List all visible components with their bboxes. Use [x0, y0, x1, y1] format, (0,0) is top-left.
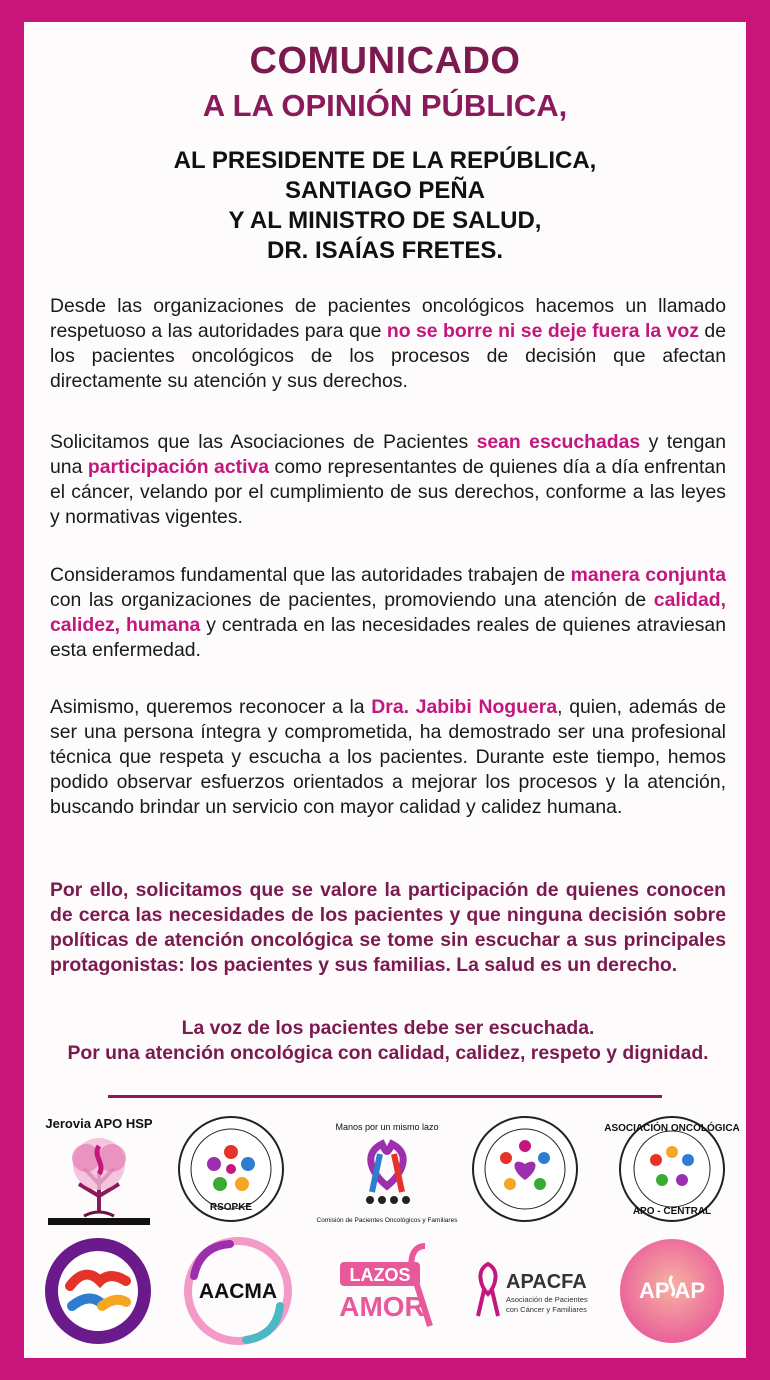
text-run: Asimismo, queremos reconocer a la: [50, 696, 372, 718]
highlight-run: no se borre ni se deje fuera la voz: [386, 320, 699, 342]
rsopke-name: RSOPKE: [209, 1202, 253, 1213]
text-run: , quien, además de ser una persona íntegra y comprometida, ha demostrado ser una profesional técnica que respeta y escucha a los pacientes. Durante este tiempo, hemos podido observar esfuerzos orientados a mejorar los procesos y la atención, buscando brindar un servicio con mayor calidad y calidez humana.: [50, 696, 726, 818]
highlight-run: calidad, calidez, humana: [50, 589, 726, 636]
text-run: con las organizaciones de pacientes, promoviendo una atención de: [50, 589, 654, 611]
apap-name: AP AP: [638, 1278, 706, 1303]
addressees-block: [0, 146, 770, 266]
apo-central-arc: ASOCIACIÓN ONCOLÓGICA: [604, 1123, 740, 1134]
text-run: Desde las organizaciones de pacientes oncológicos hacemos un llamado respetuoso a las autoridades para que: [50, 295, 726, 342]
closing-line-2: Por una atención oncológica con calidad, calidez, respeto y dignidad.: [67, 1042, 709, 1064]
apap-logo: [614, 1236, 730, 1346]
jerovia-logo: [34, 1112, 164, 1230]
highlight-run: participación activa: [87, 456, 270, 478]
highlight-run: sean escuchadas: [476, 431, 641, 453]
addressee-line: SANTIAGO PEÑA: [284, 177, 485, 204]
divider: [108, 1095, 662, 1098]
paragraph-3: [50, 563, 726, 663]
addressee-line: AL PRESIDENTE DE LA REPÚBLICA,: [173, 147, 597, 174]
paragraph-1: [50, 294, 726, 394]
aacma-name: AACMA: [198, 1280, 278, 1303]
apo-central-name: APO - CENTRAL: [632, 1206, 712, 1217]
text-run: y centrada en las necesidades reales de quienes atraviesan esta enfermedad.: [50, 614, 726, 661]
manos-caption: Comisión de Pacientes Oncológicos y Familiares: [316, 1217, 458, 1224]
apacfa-caption-2: con Cáncer y Familiares: [506, 1305, 587, 1314]
lazos-line1: LAZOS: [349, 1265, 411, 1285]
page-title: COMUNICADO: [249, 40, 521, 82]
addressee-line: DR. ISAÍAS FRETES.: [266, 237, 504, 264]
hands-logo: [40, 1236, 156, 1346]
highlight-run: Dra. Jabibi Noguera: [371, 696, 558, 718]
text-run: y tengan una: [50, 431, 727, 478]
closing-line-1: La voz de los pacientes debe ser escuchada.: [181, 1017, 595, 1039]
text-run: Consideramos fundamental que las autoridades trabajen de: [50, 564, 571, 586]
text-run: de los pacientes oncológicos de los procesos de decisión que afectan directamente su atención y sus derechos.: [50, 320, 726, 392]
paragraph-2: [50, 430, 726, 530]
manos-tagline: Manos por un mismo lazo: [335, 1122, 439, 1132]
addressee-line: Y AL MINISTRO DE SALUD,: [228, 207, 542, 234]
lazos-line2: AMOR: [339, 1291, 425, 1322]
text-run: Solicitamos que las Asociaciones de Pacientes: [50, 431, 477, 453]
closing-paragraph: Por ello, solicitamos que se valore la participación de quienes conocen de cerca las necesidades de los pacientes y que ninguna decisión sobre políticas de atención oncológica se tome sin escuchar a sus principales protagonistas: los pacientes y sus familias. La salud es un derecho.: [50, 879, 726, 976]
jerovia-name: Jerovia APO HSP: [45, 1116, 153, 1131]
apacfa-caption-1: Asociación de Pacientes: [506, 1295, 588, 1304]
paragraph-4: [50, 695, 726, 820]
text-run: como representantes de quienes día a día enfrentan el cáncer, velando por el cumplimiento de sus derechos, conforme a las leyes y normativas vigentes.: [50, 456, 726, 528]
highlight-run: manera conjunta: [570, 564, 726, 586]
manos-logo: [316, 1114, 458, 1226]
page-subtitle: A LA OPINIÓN PÚBLICA,: [202, 88, 568, 123]
apacfa-name: APACFA: [506, 1271, 587, 1293]
rsopke-logo: [176, 1114, 286, 1224]
apacfa-logo: [472, 1260, 598, 1320]
asociacion-logo: [470, 1114, 580, 1224]
aacma-logo: [180, 1236, 296, 1346]
apo-central-logo: [604, 1114, 740, 1224]
lazos-amor-logo: [330, 1236, 450, 1336]
